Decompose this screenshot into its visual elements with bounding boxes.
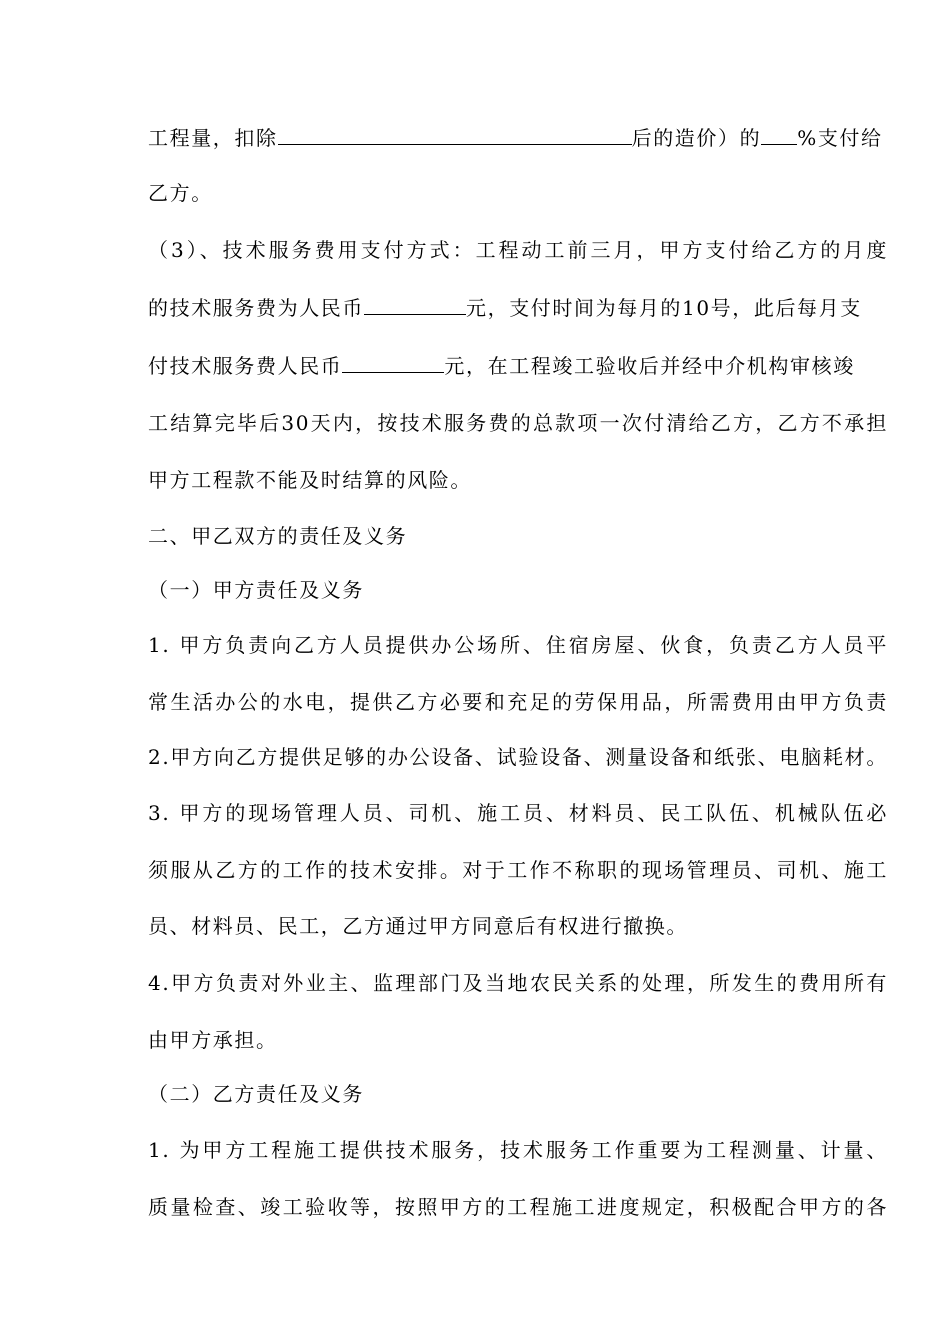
subsection-heading: （二）乙方责任及义务 — [148, 1082, 364, 1106]
paragraph-line: 1. 甲方负责向乙方人员提供办公场所、住宿房屋、伙食，负责乙方人员平 — [148, 633, 888, 657]
paragraph-line: 1. 为甲方工程施工提供技术服务，技术服务工作重要为工程测量、计量、 — [148, 1138, 888, 1162]
subsection-heading: （一）甲方责任及义务 — [148, 578, 364, 602]
section-heading: 二、甲乙双方的责任及义务 — [148, 524, 408, 548]
fill-in-blank[interactable] — [761, 124, 797, 145]
paragraph-line: （3）、技术服务费用支付方式：工程动工前三月，甲方支付给乙方的月度 — [148, 238, 888, 262]
paragraph-line: 甲方工程款不能及时结算的风险。 — [148, 468, 472, 492]
line-text: 付技术服务费人民币 — [148, 354, 343, 378]
line-text: %支付给 — [797, 126, 883, 150]
paragraph-line: 2.甲方向乙方提供足够的办公设备、试验设备、测量设备和纸张、电脑耗材。 — [148, 745, 888, 769]
paragraph-line: 4.甲方负责对外业主、监理部门及当地农民关系的处理，所发生的费用所有 — [148, 971, 888, 995]
paragraph-line: 常生活办公的水电，提供乙方必要和充足的劳保用品，所需费用由甲方负责 — [148, 690, 888, 714]
paragraph-line: 工结算完毕后30天内，按技术服务费的总款项一次付清给乙方，乙方不承担 — [148, 411, 888, 435]
paragraph-line: 由甲方承担。 — [148, 1028, 278, 1052]
line-text: 元，支付时间为每月的10号，此后每月支 — [466, 296, 862, 320]
line-text: 元，在工程竣工验收后并经中介机构审核竣 — [444, 354, 855, 378]
line-text: 的技术服务费为人民币 — [148, 296, 364, 320]
fill-in-blank[interactable] — [278, 124, 632, 145]
fill-in-blank[interactable] — [342, 352, 444, 373]
line-text: 后的造价）的 — [631, 126, 762, 150]
paragraph-line — [148, 124, 888, 152]
paragraph-line: 质量检查、竣工验收等，按照甲方的工程施工进度规定，积极配合甲方的各 — [148, 1195, 888, 1219]
paragraph-line — [148, 352, 888, 380]
paragraph-line: 乙方。 — [148, 181, 213, 205]
paragraph-line: 3. 甲方的现场管理人员、司机、施工员、材料员、民工队伍、机械队伍必 — [148, 801, 888, 825]
paragraph-line — [148, 294, 888, 322]
line-text: 工程量，扣除 — [148, 126, 278, 150]
fill-in-blank[interactable] — [364, 294, 466, 315]
paragraph-line: 须服从乙方的工作的技术安排。对于工作不称职的现场管理员、司机、施工 — [148, 858, 888, 882]
paragraph-line: 员、材料员、民工，乙方通过甲方同意后有权进行撤换。 — [148, 914, 688, 938]
